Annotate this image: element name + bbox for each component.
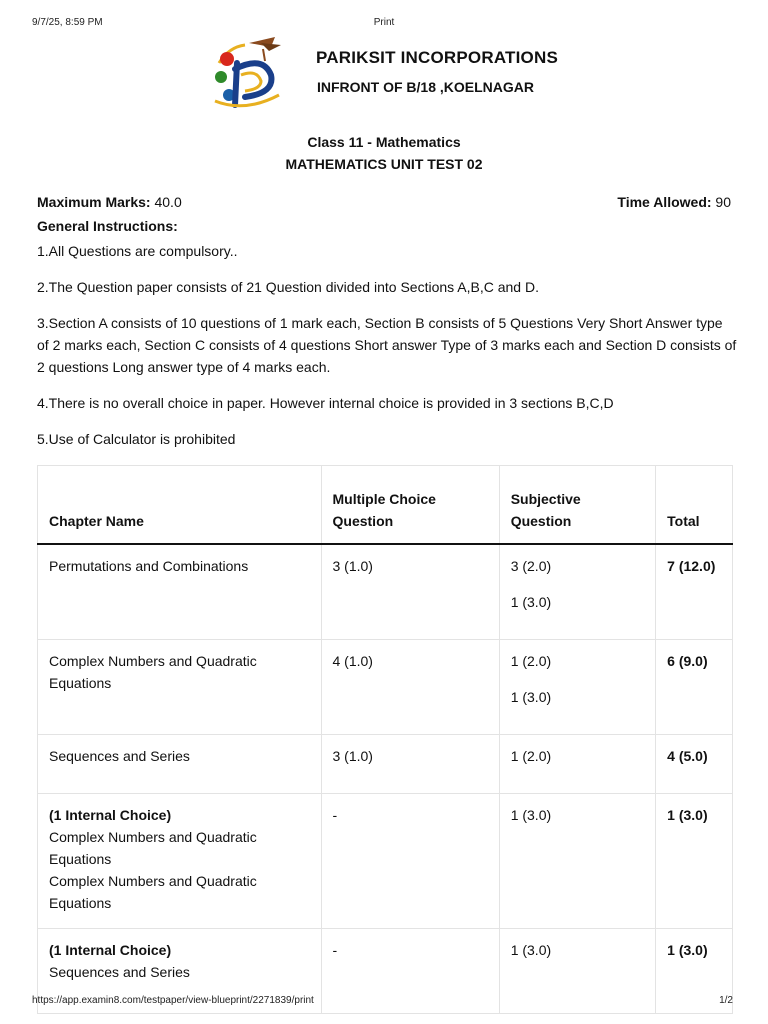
chapter-cell: Complex Numbers and Quadratic Equations bbox=[38, 640, 322, 735]
meta-row bbox=[37, 194, 731, 212]
subjective-value: 1 (2.0) bbox=[510, 748, 552, 764]
print-title: Print bbox=[373, 17, 395, 28]
mcq-cell: 3 (1.0) bbox=[321, 735, 499, 794]
table-row bbox=[38, 794, 733, 929]
subjective-value: 1 (3.0) bbox=[510, 689, 552, 705]
test-title: MATHEMATICS UNIT TEST 02 bbox=[285, 156, 483, 172]
instructions-list bbox=[37, 240, 737, 464]
subjective-cell bbox=[499, 735, 655, 794]
chapter-cell bbox=[38, 794, 322, 929]
total-cell: 1 (3.0) bbox=[656, 794, 733, 929]
org-address: INFRONT OF B/18 ,KOELNAGAR bbox=[317, 79, 535, 95]
instruction-item: 3.Section A consists of 10 questions of 1 mark each, Section B consists of 5 Questions Very Short Answer type of 2 marks each, Section C consists of 4 questions Short answer Type of 3 marks each and Section D consists of 2 questions Long answer type of 4 marks each. bbox=[37, 315, 737, 375]
instruction-item: 2.The Question paper consists of 21 Question divided into Sections A,B,C and D. bbox=[37, 279, 539, 295]
subjective-value: 1 (2.0) bbox=[510, 653, 552, 669]
print-header bbox=[32, 17, 736, 31]
chapter-option: Complex Numbers and Quadratic Equations bbox=[49, 829, 257, 867]
total-cell: 6 (9.0) bbox=[656, 640, 733, 735]
chapter-cell: Permutations and Combinations bbox=[38, 544, 322, 640]
internal-choice-label: (1 Internal Choice) bbox=[49, 807, 172, 823]
subjective-value: 1 (3.0) bbox=[510, 594, 552, 610]
subjective-cell bbox=[499, 794, 655, 929]
header-mcq-line: Question bbox=[332, 513, 394, 529]
total-cell: 7 (12.0) bbox=[656, 544, 733, 640]
time-allowed bbox=[617, 194, 731, 210]
subjective-cell bbox=[499, 544, 655, 640]
instruction-item: 4.There is no overall choice in paper. However internal choice is provided in 3 sections B,C,D bbox=[37, 395, 614, 411]
class-title: Class 11 - Mathematics bbox=[307, 134, 461, 150]
table-row bbox=[38, 640, 733, 735]
header-subjective-line: Subjective bbox=[510, 491, 581, 507]
subjective-value: 1 (3.0) bbox=[510, 942, 552, 958]
time-allowed-label: Time Allowed: bbox=[617, 194, 712, 210]
mcq-cell: - bbox=[321, 929, 499, 1014]
max-marks bbox=[37, 194, 182, 210]
chapter-cell: Sequences and Series bbox=[38, 735, 322, 794]
header-mcq-line: Multiple Choice bbox=[332, 491, 436, 507]
org-logo bbox=[205, 35, 287, 111]
chapter-option: Sequences and Series bbox=[49, 964, 190, 980]
mcq-cell: 4 (1.0) bbox=[321, 640, 499, 735]
table-row bbox=[38, 544, 733, 640]
header-mcq bbox=[321, 466, 499, 545]
blueprint-table bbox=[37, 465, 733, 1014]
mcq-cell: 3 (1.0) bbox=[321, 544, 499, 640]
subjective-value: 1 (3.0) bbox=[510, 807, 552, 823]
org-name: PARIKSIT INCORPORATIONS bbox=[316, 48, 558, 67]
header-total: Total bbox=[656, 466, 733, 545]
time-allowed-value: 90 bbox=[715, 194, 731, 210]
print-datetime: 9/7/25, 8:59 PM bbox=[32, 17, 103, 28]
instructions-heading: General Instructions: bbox=[37, 218, 178, 234]
page-url: https://app.examin8.com/testpaper/view-blueprint/2271839/print bbox=[32, 995, 314, 1006]
max-marks-label: Maximum Marks: bbox=[37, 194, 151, 210]
table-row bbox=[38, 735, 733, 794]
total-cell: 4 (5.0) bbox=[656, 735, 733, 794]
subjective-value: 3 (2.0) bbox=[510, 558, 552, 574]
chapter-option: Complex Numbers and Quadratic Equations bbox=[49, 873, 257, 911]
subjective-cell bbox=[499, 640, 655, 735]
internal-choice-label: (1 Internal Choice) bbox=[49, 942, 172, 958]
max-marks-value: 40.0 bbox=[154, 194, 182, 210]
header-subjective-line: Question bbox=[510, 513, 572, 529]
instruction-item: 1.All Questions are compulsory.. bbox=[37, 243, 238, 259]
page-number: 1/2 bbox=[719, 995, 733, 1006]
print-footer bbox=[32, 995, 736, 1009]
instruction-item: 5.Use of Calculator is prohibited bbox=[37, 431, 236, 447]
total-cell: 1 (3.0) bbox=[656, 929, 733, 1014]
header-subjective bbox=[499, 466, 655, 545]
header-chapter: Chapter Name bbox=[38, 466, 322, 545]
mcq-cell: - bbox=[321, 794, 499, 929]
table-header-row bbox=[38, 466, 733, 545]
